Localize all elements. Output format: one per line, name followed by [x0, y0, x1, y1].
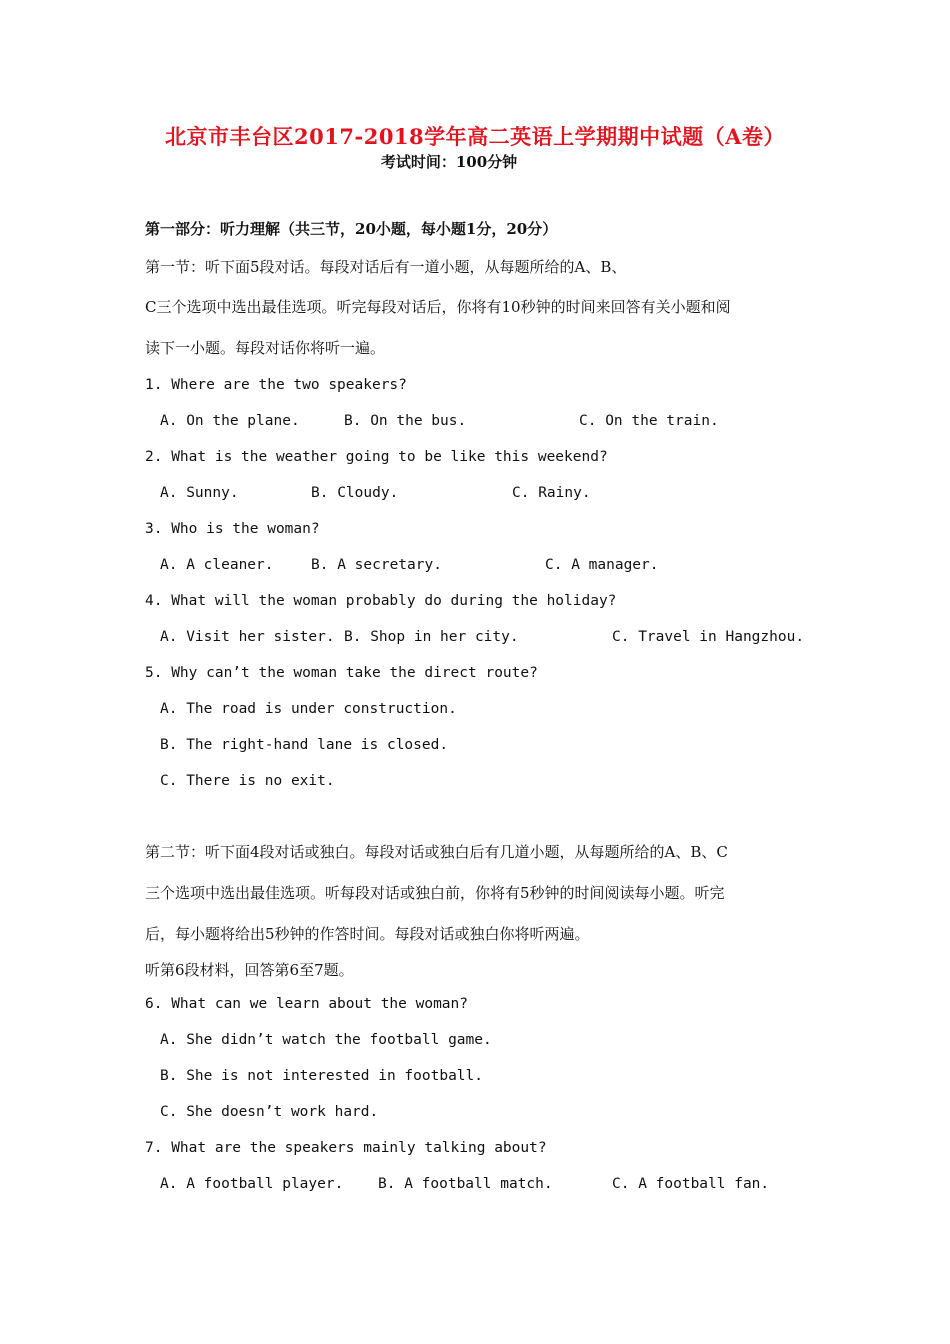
- question-3-option-c: C. A manager.: [545, 557, 659, 573]
- question-7-option-b: B. A football match.: [378, 1176, 553, 1192]
- question-4: 4. What will the woman probably do during the holiday?: [145, 593, 617, 609]
- question-6: 6. What can we learn about the woman?: [145, 996, 469, 1012]
- question-6-option-a: A. She didn’t watch the football game.: [160, 1032, 492, 1048]
- section2-instruction-line: 第二节：听下面4段对话或独白。每段对话或独白后有几道小题，从每题所给的A、B、C: [145, 843, 728, 861]
- question-4-option-b: B. Shop in her city.: [344, 629, 519, 645]
- question-3: 3. Who is the woman?: [145, 521, 320, 537]
- question-2-option-a: A. Sunny.: [160, 485, 239, 501]
- question-2: 2. What is the weather going to be like this weekend?: [145, 449, 608, 465]
- section1-instruction-line: 读下一小题。每段对话你将听一遍。: [145, 339, 386, 357]
- document-title: 北京市丰台区2017-2018学年高二英语上学期期中试题（A卷）: [165, 124, 785, 149]
- question-7-option-a: A. A football player.: [160, 1176, 344, 1192]
- question-6-option-b: B. She is not interested in football.: [160, 1068, 484, 1084]
- question-5-option-b: B. The right-hand lane is closed.: [160, 737, 449, 753]
- question-1: 1. Where are the two speakers?: [145, 377, 407, 393]
- exam-duration: 考试时间：100分钟: [380, 153, 518, 171]
- question-6-option-c: C. She doesn’t work hard.: [160, 1104, 379, 1120]
- section2-instruction-line: 三个选项中选出最佳选项。听每段对话或独白前，你将有5秒钟的时间阅读每小题。听完: [145, 884, 725, 902]
- part1-heading: 第一部分：听力理解（共三节，20小题，每小题1分，20分）: [145, 220, 558, 238]
- section1-instruction-line: 第一节：听下面5段对话。每段对话后有一道小题，从每题所给的A、B、: [145, 258, 627, 276]
- question-7: 7. What are the speakers mainly talking about?: [145, 1140, 547, 1156]
- question-1-option-c: C. On the train.: [579, 413, 719, 429]
- material-6-instruction: 听第6段材料，回答第6至7题。: [145, 961, 354, 979]
- section1-instruction-line: C三个选项中选出最佳选项。听完每段对话后，你将有10秒钟的时间来回答有关小题和阅: [145, 298, 731, 316]
- question-1-option-a: A. On the plane.: [160, 413, 300, 429]
- question-5-option-a: A. The road is under construction.: [160, 701, 457, 717]
- question-3-option-b: B. A secretary.: [311, 557, 442, 573]
- question-2-option-b: B. Cloudy.: [311, 485, 399, 501]
- question-1-option-b: B. On the bus.: [344, 413, 467, 429]
- question-4-option-c: C. Travel in Hangzhou.: [612, 629, 805, 645]
- section2-instruction-line: 后，每小题将给出5秒钟的作答时间。每段对话或独白你将听两遍。: [145, 925, 590, 943]
- question-2-option-c: C. Rainy.: [512, 485, 591, 501]
- question-7-option-c: C. A football fan.: [612, 1176, 770, 1192]
- question-5-option-c: C. There is no exit.: [160, 773, 335, 789]
- question-3-option-a: A. A cleaner.: [160, 557, 274, 573]
- question-5: 5. Why can’t the woman take the direct route?: [145, 665, 538, 681]
- question-4-option-a: A. Visit her sister.: [160, 629, 335, 645]
